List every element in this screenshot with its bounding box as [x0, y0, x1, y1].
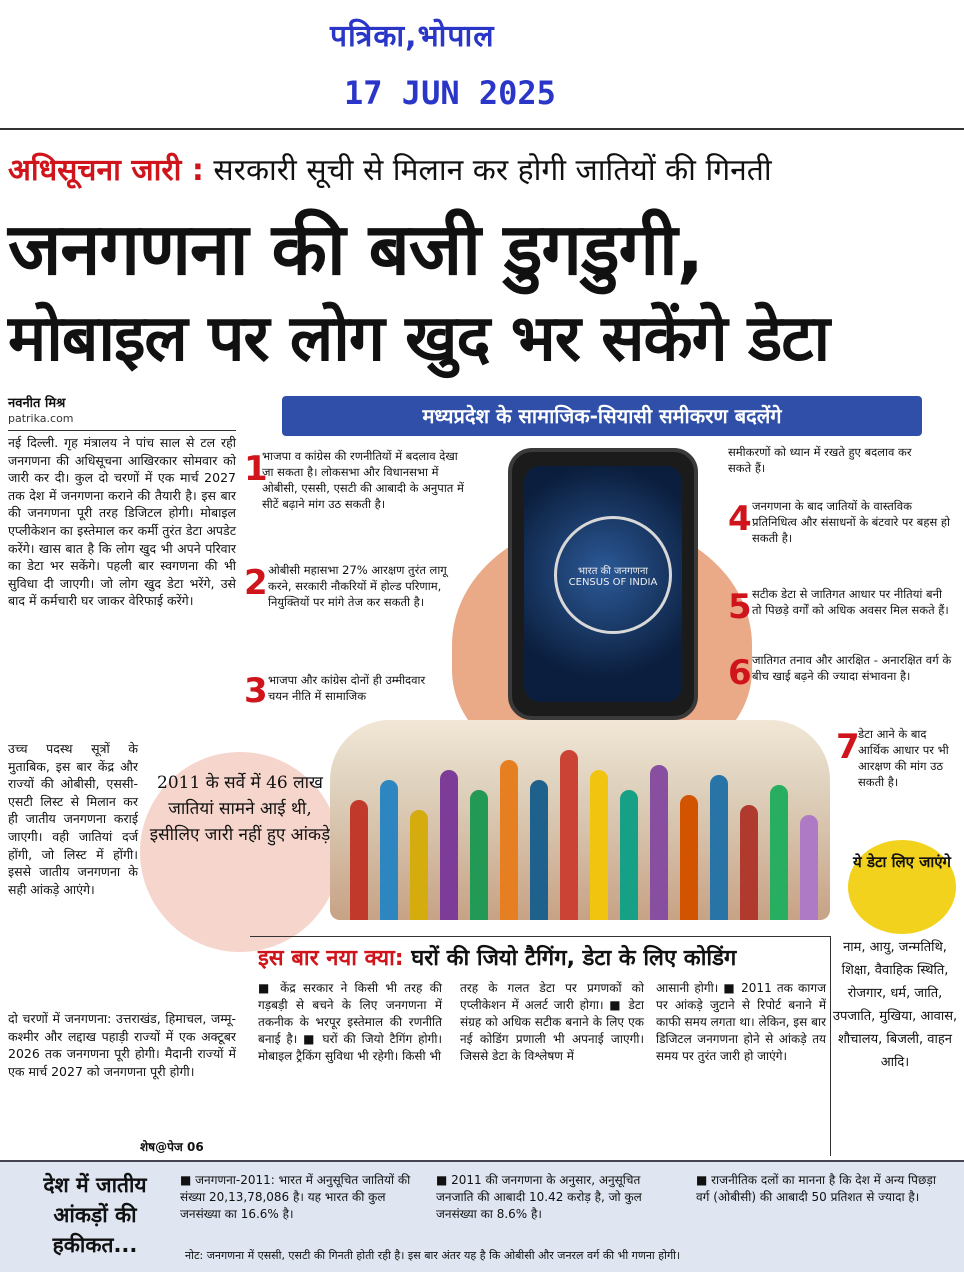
point-number: 5: [728, 587, 752, 627]
point-text: भाजपा व कांग्रेस की रणनीतियों में बदलाव देखा जा सकता है। लोकसभा और विधानसभा में ओबीसी, एससी, एसटी की आबादी के अनुपात में सीटें बढ़ाने मांग उठ सकती है।: [262, 449, 464, 511]
point-number: 2: [244, 563, 268, 603]
point-text: समीकरणों को ध्यान में रखते हुए बदलाव कर सकते हैं।: [728, 445, 912, 475]
left-column: [8, 434, 236, 612]
new-section-label: इस बार नया क्या:: [258, 946, 404, 971]
new-col-1: ■ केंद्र सरकार ने किसी भी तरह की गड़बड़ी से बचने के लिए जनगणना में तकनीक के भरपूर इस्तेमाल की रणनीति बनाई है। ■ घरों की जियो टैगिंग होगी। मोबाइल ट्रैकिंग सुविधा भी रहेगी। किसी भी: [258, 981, 442, 1063]
new-section-title: घरों की जियो टैगिंग, डेटा के लिए कोडिंग: [403, 946, 737, 971]
point-text: सटीक डेटा से जातिगत आधार पर नीतियां बनी तो पिछड़े वर्गों को अधिक अवसर मिल सकते हैं।: [752, 587, 949, 617]
person-figure: [740, 805, 758, 920]
point-text: भाजपा और कांग्रेस दोनों ही उम्मीदवार चयन नीति में सामाजिक: [268, 673, 426, 703]
footer-col-1: ■ जनगणना-2011: भारत में अनुसूचित जातियों की संख्या 20,13,78,086 है। यह भारत की कुल जनसंख्या का 16.6% है।: [180, 1173, 411, 1221]
section-banner: मध्यप्रदेश के सामाजिक-सियासी समीकरण बदलेंगे: [282, 396, 922, 436]
person-figure: [590, 770, 608, 920]
point-text: ओबीसी महासभा 27% आरक्षण तुरंत लागू करने, सरकारी नौकरियों में होल्ड परिणाम, नियुक्तियों पर मांगे तेज कर सकती है।: [268, 563, 447, 609]
headline-line-1: जनगणना की बजी डुगडुगी,: [8, 207, 704, 291]
person-figure: [350, 800, 368, 920]
quote-text: 2011 के सर्वे में 46 लाख जातियां सामने आई थी, इसीलिए जारी नहीं हुए आंकड़े: [149, 773, 331, 845]
person-figure: [560, 750, 578, 920]
person-figure: [770, 785, 788, 920]
person-figure: [710, 775, 728, 920]
continued-note: शेष@पेज 06: [140, 1140, 204, 1154]
point-number: 6: [728, 653, 752, 693]
new-col-2: तरह के गलत डेटा पर प्रगणकों को एप्लीकेशन में अलर्ट जारी होगा। ■ डेटा संग्रह को अधिक सटीक बनाने के लिए एक नई कोडिंग प्रणाली भी अपनाई जाएगी। जिससे डेटा के विश्लेषण में: [460, 981, 644, 1063]
census-seal-icon: भारत की जनगणना CENSUS OF INDIA: [554, 516, 672, 634]
headline-line-2: मोबाइल पर लोग खुद भर सकेंगे डेटा: [8, 302, 830, 376]
person-figure: [620, 790, 638, 920]
byline-author: नवनीत मिश्र: [8, 396, 66, 411]
kicker-text: सरकारी सूची से मिलान कर होगी जातियों की गिनती: [203, 153, 772, 188]
footer-title: देश में जातीय आंकड़ों की हकीकत...: [43, 1173, 147, 1257]
footer-col-3: ■ राजनीतिक दलों का मानना है कि देश में अन्य पिछड़ा वर्ग (ओबीसी) की आबादी 50 प्रतिशत से ज्यादा है।: [696, 1173, 936, 1204]
person-figure: [530, 780, 548, 920]
person-figure: [380, 780, 398, 920]
new-section-heading: [258, 942, 736, 972]
point-text: जातिगत तनाव और आरक्षित - अनारक्षित वर्ग के बीच खाई बढ़ने की ज्यादा संभावना है।: [752, 653, 952, 683]
article-paragraph: दो चरणों में जनगणना: उत्तराखंड, हिमाचल, जम्मू-कश्मीर और लद्दाख पहाड़ी राज्यों में एक अक्टूबर 2026 तक जनगणना पूरी होगी। मैदानी राज्यों में एक मार्च 2027 को जनगणना पूरी होगी।: [8, 1011, 236, 1079]
new-col-3: आसानी होगी। ■ 2011 तक कागज पर आंकड़े जुटाने से रिपोर्ट बनाने में काफी समय लगता था। लेकिन, इस बार डिजिटल जनगणना होने से आंकड़े तय समय पर तुरंत जारी हो जाएंगे।: [656, 981, 826, 1063]
person-figure: [800, 815, 818, 920]
footer-col-2: ■ 2011 की जनगणना के अनुसार, अनुसूचित जनजाति की आबादी 10.42 करोड़ है, जो कुल जनसंख्या का 8.6% है।: [436, 1173, 642, 1221]
person-figure: [680, 795, 698, 920]
article-paragraph-wrap: [8, 740, 138, 898]
article-paragraph: उच्च पदस्थ सूत्रों के मुताबिक, इस बार केंद्र और राज्यों की ओबीसी, एससी-एसटी लिस्ट से मिलान कर ही जातीय जनगणना कराई जाएगी। वही जातियां दर्ज होंगी, जो लिस्ट में होंगी। इससे जातीय जनगणना के सही आंकड़े आएंगे।: [8, 741, 138, 897]
date-stamp: 17 JUN 2025: [344, 74, 556, 112]
person-figure: [440, 770, 458, 920]
person-figure: [410, 810, 428, 920]
footer-note: नोट: जनगणना में एससी, एसटी की गिनती होती रही है। इस बार अंतर यह है कि ओबीसी और जनरल वर्ग की भी गणना होगी।: [185, 1249, 681, 1262]
kicker: [8, 148, 958, 189]
phone-illustration: [508, 448, 698, 720]
data-fields-list: नाम, आयु, जन्मतिथि, शिक्षा, वैवाहिक स्थिति, रोजगार, धर्म, जाति, उपजाति, मुखिया, आवास, शौचालय, बिजली, वाहन आदि।: [832, 940, 958, 1070]
person-figure: [650, 765, 668, 920]
crowd-illustration: [330, 720, 830, 920]
point-number: 4: [728, 499, 752, 539]
data-collected-badge: ये डेटा लिए जाएंगे: [848, 840, 956, 934]
kicker-label: अधिसूचना जारी :: [8, 153, 204, 188]
point-text: डेटा आने के बाद आर्थिक आधार पर भी आरक्षण की मांग उठ सकती है।: [858, 727, 949, 789]
person-figure: [470, 790, 488, 920]
point-number: 1: [244, 449, 268, 489]
byline-site: patrika.com: [8, 412, 74, 425]
point-number: 7: [836, 727, 860, 767]
publication-stamp: पत्रिका,भोपाल: [330, 19, 495, 54]
article-paragraph: नई दिल्ली. गृह मंत्रालय ने पांच साल से टल रही जनगणना की अधिसूचना आखिरकार सोमवार को जारी कर दी। कुल दो चरणों में एक मार्च 2027 तक देश में जनगणना कराने की तैयारी है। इस बार की जनगणना पूरी तरह डिजिटल होगी। मोबाइल एप्लीकेशन का इस्तेमाल कर कर्मी तुरंत डेटा अपडेट करेंगे। खास बात है कि लोग खुद भी अपने परिवार का डेटा भर सकेंगे। पहली बार स्वगणना की भी सुविधा दी जाएगी। जो लोग खुद डेटा भरेंगे, उसे बाद में कर्मचारी घर जाकर वेरिफाई करेंगे।: [8, 435, 236, 609]
person-figure: [500, 760, 518, 920]
phone-screen: [524, 466, 682, 702]
point-text: जनगणना के बाद जातियों के वास्तविक प्रतिनिधित्व और संसाधनों के बंटवारे पर बहस हो सकती है।: [752, 499, 950, 545]
article-paragraph-wrap-2: [8, 1010, 236, 1080]
point-number: 3: [244, 671, 268, 711]
